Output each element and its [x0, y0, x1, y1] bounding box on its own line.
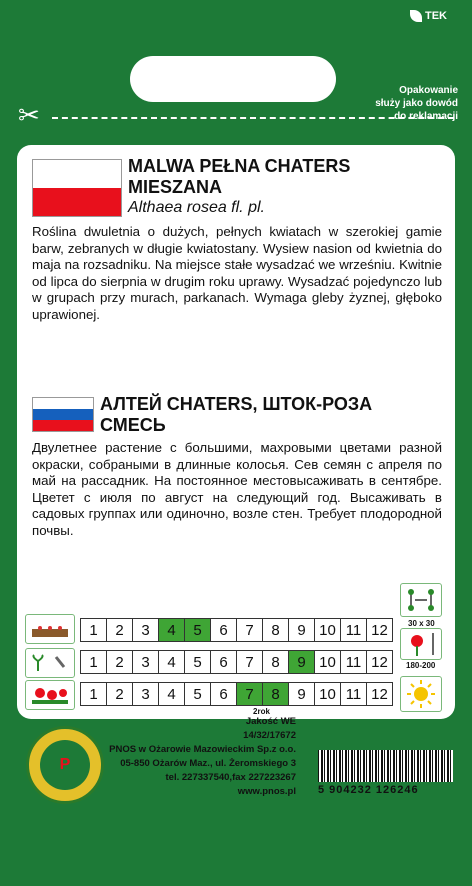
hang-slot [130, 56, 336, 102]
month-cell: 3 [132, 682, 159, 706]
pnos-seal-icon: P [40, 740, 90, 790]
month-cell: 9 [288, 682, 315, 706]
sowing-calendar-row [81, 618, 393, 642]
packaging-note-line1: Opakowanie [399, 85, 458, 96]
month-cell: 7 [236, 650, 263, 674]
seedbed-icon [25, 614, 75, 644]
month-cell: 4 [158, 682, 185, 706]
month-cell: 11 [340, 682, 367, 706]
month-cell: 5 [184, 682, 211, 706]
russian-title-line2: СМЕСЬ [100, 415, 166, 435]
month-cell: 11 [340, 650, 367, 674]
russian-flag-icon [32, 397, 94, 432]
sun-icon [400, 676, 442, 712]
polish-description: Roślina dwuletnia o dużych, pełnych kwiatach w szerokiej gamie barw, zebranych w długie kwiatostany. Wysiew nasion od kwietnia do maja na rozsadniku. Na miejsce stałe wysadzać we wrześniu. Kwitnie od lipca do sierpnia w drugim roku uprawy. Wysadzać pojedynczo lub w grupach przy murach, parkanach. Wymaga gleby żyznej, głęboko uprawionej. [32, 224, 442, 322]
month-cell: 12 [366, 682, 393, 706]
company-web: www.pnos.pl [237, 786, 296, 797]
packaging-note-line2: służy jako dowód [375, 98, 458, 109]
month-cell-highlighted: 9 [288, 650, 315, 674]
russian-title-line1: АЛТЕЙ CHATERS, ШТОК-РОЗА [100, 394, 373, 414]
month-cell: 2 [106, 682, 133, 706]
month-cell: 10 [314, 650, 341, 674]
height-value: 180-200 [406, 661, 436, 670]
polish-flag-icon [32, 159, 122, 217]
planting-calendar-row [81, 650, 393, 674]
packaging-note-line3: do reklamacji [394, 111, 458, 122]
month-cell: 6 [210, 682, 237, 706]
barcode [318, 750, 453, 782]
month-cell: 8 [262, 650, 289, 674]
planting-icon [25, 648, 75, 678]
month-cell: 11 [340, 618, 367, 642]
month-cell: 1 [80, 682, 107, 706]
month-cell: 1 [80, 650, 107, 674]
month-cell: 12 [366, 650, 393, 674]
month-cell-highlighted: 5 [184, 618, 211, 642]
polish-title-line1: MALWA PEŁNA CHATERS [128, 156, 351, 176]
height-icon [400, 628, 442, 660]
month-cell: 10 [314, 618, 341, 642]
spacing-icon [400, 583, 442, 617]
month-cell: 6 [210, 618, 237, 642]
month-cell: 9 [288, 618, 315, 642]
month-cell: 8 [262, 618, 289, 642]
month-cell: 5 [184, 650, 211, 674]
month-cell: 4 [158, 650, 185, 674]
polish-title [128, 156, 350, 198]
month-cell: 1 [80, 618, 107, 642]
month-cell: 2 [106, 650, 133, 674]
lot-code: 14/32/17672 [243, 730, 296, 741]
spacing-value: 30 x 30 [408, 619, 435, 628]
flowering-icon [25, 680, 75, 710]
tek-brand [410, 10, 447, 22]
month-cell: 10 [314, 682, 341, 706]
company-info [109, 715, 296, 799]
pnos-logo [26, 726, 104, 804]
month-cell: 2 [106, 618, 133, 642]
cut-line [52, 117, 454, 119]
quality-label: Jakość WE [245, 716, 296, 727]
scissors-icon: ✂ [18, 100, 40, 130]
tek-label: TEK [425, 10, 447, 22]
month-cell-highlighted: 4 [158, 618, 185, 642]
month-cell-highlighted: 8 [262, 682, 289, 706]
company-name: PNOS w Ożarowie Mazowieckim Sp.z o.o. [109, 744, 296, 755]
month-cell: 3 [132, 650, 159, 674]
company-address: 05-850 Ożarów Maz., ul. Żeromskiego 3 [120, 758, 296, 769]
company-phone: tel. 227337540,fax 227223267 [165, 772, 296, 783]
flowering-calendar-row [81, 682, 393, 706]
second-year-note: 2rok [253, 707, 270, 716]
barcode-number: 5 904232 126246 [318, 784, 419, 796]
russian-title [100, 394, 372, 436]
russian-description: Двулетнее растение с большими, махровыми цветами разной окраски, собраными в длинные колосья. Сев семян с апреля по май на рассадник. На постоянное местовысаживать в сентябре. Цветет с июля по август на следующий год. Высаживать в садовых группах или одиночно, возле стен. Требует плодородной почвы. [32, 440, 442, 538]
latin-name: Althaea rosea fl. pl. [128, 199, 265, 216]
month-cell: 6 [210, 650, 237, 674]
month-cell: 7 [236, 618, 263, 642]
month-cell: 12 [366, 618, 393, 642]
leaf-icon [410, 10, 422, 22]
polish-title-line2: MIESZANA [128, 177, 222, 197]
month-cell: 3 [132, 618, 159, 642]
month-cell-highlighted: 7 [236, 682, 263, 706]
